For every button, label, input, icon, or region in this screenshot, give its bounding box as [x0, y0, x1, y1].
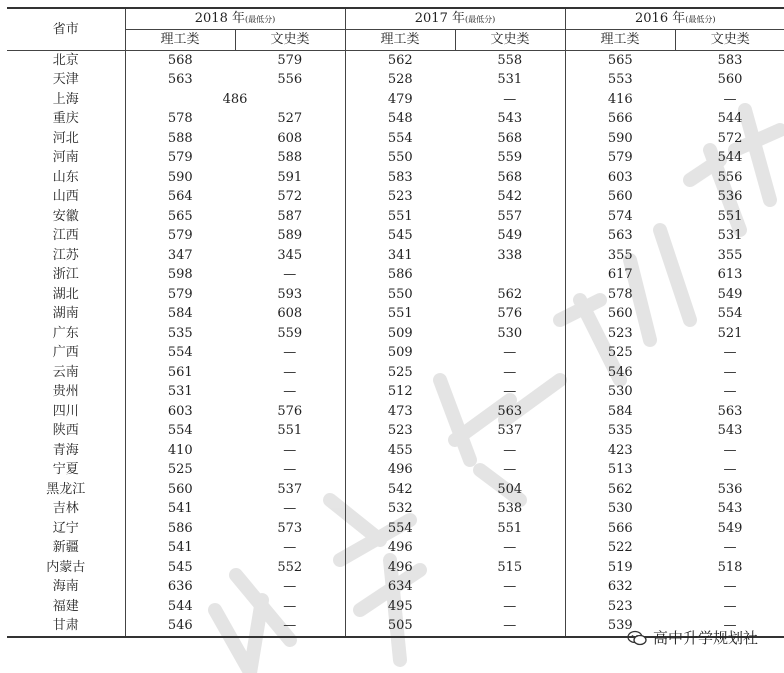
score-cell: 578 — [167, 111, 193, 127]
score-cell: 532 — [387, 501, 413, 517]
table-row — [7, 382, 784, 402]
category-arts-2018: 文史类 — [235, 30, 345, 51]
score-cell: 543 — [455, 109, 565, 129]
score-cell: 559 — [235, 324, 345, 344]
score-cell: 560 — [717, 72, 743, 88]
year-label: 2016 年 — [635, 11, 686, 26]
table-row — [7, 90, 784, 110]
score-cell: 576 — [455, 304, 565, 324]
province-cell: 广东 — [7, 324, 125, 344]
score-cell: 572 — [235, 187, 345, 207]
score-cell: 535 — [167, 325, 193, 341]
table-row — [7, 480, 784, 500]
table-row — [7, 246, 784, 266]
score-cell: 554 — [167, 423, 193, 439]
score-cell: 535 — [607, 423, 633, 439]
score-cell: 593 — [235, 285, 345, 305]
score-cell: 513 — [607, 462, 633, 478]
score-cell: 579 — [167, 150, 193, 166]
score-cell: 586 — [387, 267, 413, 283]
score-cell: 557 — [455, 207, 565, 227]
score-cell: 505 — [345, 616, 455, 637]
score-cell: 613 — [717, 267, 743, 283]
score-cell: 496 — [387, 540, 413, 556]
score-cell: — — [723, 598, 737, 614]
score-cell: 528 — [387, 72, 413, 88]
score-cell: 587 — [235, 207, 345, 227]
table-row — [7, 168, 784, 188]
table-row — [7, 421, 784, 441]
table-row — [7, 538, 784, 558]
score-cell: 522 — [607, 540, 633, 556]
score-cell: — — [723, 91, 737, 107]
score-cell: 512 — [387, 384, 413, 400]
province-header: 省市 — [7, 8, 125, 50]
score-cell: 473 — [387, 403, 413, 419]
score-cell: 584 — [607, 403, 633, 419]
score-cell: 345 — [235, 246, 345, 266]
year-header-2016 — [565, 8, 784, 30]
score-cell: 608 — [235, 304, 345, 324]
province-cell: 宁夏 — [7, 460, 125, 480]
score-cell: 579 — [235, 50, 345, 70]
table-row — [7, 460, 784, 480]
brand-footer — [627, 627, 758, 648]
score-cell: — — [235, 382, 345, 402]
score-cell: — — [235, 538, 345, 558]
score-cell: 632 — [607, 579, 633, 595]
score-cell: — — [235, 597, 345, 617]
table-row — [7, 129, 784, 149]
score-cell: 568 — [167, 52, 193, 68]
score-cell: 530 — [455, 324, 565, 344]
score-cell: 486 — [125, 90, 345, 110]
score-cell: 576 — [235, 402, 345, 422]
score-cell: 561 — [167, 364, 193, 380]
score-cell: 586 — [167, 520, 193, 536]
score-cell: — — [455, 363, 565, 383]
score-cell: — — [723, 384, 737, 400]
score-cell: 583 — [717, 52, 743, 68]
year-header-2018 — [125, 8, 345, 30]
score-cell: 636 — [167, 579, 193, 595]
score-cell: 565 — [607, 52, 633, 68]
province-cell: 黑龙江 — [7, 480, 125, 500]
score-cell: 355 — [607, 247, 633, 263]
score-cell: 530 — [607, 384, 633, 400]
table-row — [7, 343, 784, 363]
score-cell: 568 — [455, 168, 565, 188]
province-cell: 吉林 — [7, 499, 125, 519]
score-cell: 550 — [387, 286, 413, 302]
score-cell: 545 — [387, 228, 413, 244]
score-cell: 551 — [387, 208, 413, 224]
province-cell: 福建 — [7, 597, 125, 617]
score-cell: 525 — [167, 462, 193, 478]
table-row — [7, 148, 784, 168]
score-cell: — — [723, 462, 737, 478]
score-cell: 548 — [387, 111, 413, 127]
province-cell: 浙江 — [7, 265, 125, 285]
score-cell: 347 — [167, 247, 193, 263]
score-cell: 544 — [717, 111, 743, 127]
score-cell: 553 — [607, 72, 633, 88]
score-cell: 504 — [455, 480, 565, 500]
score-cell: — — [235, 441, 345, 461]
score-cell: 542 — [387, 481, 413, 497]
score-cell: 562 — [607, 481, 633, 497]
province-cell: 河南 — [7, 148, 125, 168]
table-row — [7, 577, 784, 597]
province-cell: 甘肃 — [7, 616, 125, 637]
score-cell: 556 — [235, 70, 345, 90]
score-cell: — — [723, 579, 737, 595]
score-cell: 564 — [167, 189, 193, 205]
table-row — [7, 70, 784, 90]
wechat-icon — [627, 630, 647, 646]
score-cell: 579 — [167, 228, 193, 244]
min-score-note: (最低分) — [685, 15, 716, 24]
score-cell: 563 — [717, 403, 743, 419]
province-cell: 江苏 — [7, 246, 125, 266]
score-cell: 560 — [607, 306, 633, 322]
score-cell: 523 — [387, 423, 413, 439]
score-cell: — — [455, 382, 565, 402]
score-cell: 574 — [607, 208, 633, 224]
score-cell: 603 — [607, 169, 633, 185]
score-cell: 543 — [717, 501, 743, 517]
score-cell: 551 — [455, 519, 565, 539]
score-cell: 588 — [235, 148, 345, 168]
table-row — [7, 304, 784, 324]
score-cell: 537 — [235, 480, 345, 500]
score-cell: 523 — [607, 598, 633, 614]
score-cell: 578 — [607, 286, 633, 302]
score-cell: 559 — [455, 148, 565, 168]
province-cell: 云南 — [7, 363, 125, 383]
brand-name: 高中升学规划社 — [652, 629, 758, 647]
score-cell: — — [455, 577, 565, 597]
score-cell: 591 — [235, 168, 345, 188]
score-cell: — — [235, 499, 345, 519]
score-cell: 589 — [235, 226, 345, 246]
score-cell: 603 — [167, 403, 193, 419]
province-cell: 上海 — [7, 90, 125, 110]
province-cell: 广西 — [7, 343, 125, 363]
score-cell: 566 — [607, 111, 633, 127]
year-header-row — [7, 8, 784, 30]
score-cell: — — [455, 538, 565, 558]
province-cell: 辽宁 — [7, 519, 125, 539]
table-row — [7, 109, 784, 129]
score-cell: — — [723, 540, 737, 556]
score-cell: 525 — [607, 345, 633, 361]
score-cell: — — [723, 345, 737, 361]
score-cell: 410 — [167, 442, 193, 458]
score-cell: 543 — [717, 423, 743, 439]
score-cell: 541 — [167, 540, 193, 556]
score-cell: 479 — [387, 91, 413, 107]
score-cell: — — [235, 265, 345, 285]
score-cell: — — [675, 616, 784, 637]
table-row — [7, 597, 784, 617]
score-cell: 549 — [455, 226, 565, 246]
score-cell: 551 — [387, 306, 413, 322]
table-row — [7, 226, 784, 246]
score-cell: 542 — [455, 187, 565, 207]
province-cell: 青海 — [7, 441, 125, 461]
score-cell: 496 — [387, 559, 413, 575]
score-cell: 530 — [607, 501, 633, 517]
province-cell: 海南 — [7, 577, 125, 597]
table-row — [7, 499, 784, 519]
score-cell: 558 — [455, 50, 565, 70]
score-cell: 536 — [717, 189, 743, 205]
province-cell: 内蒙古 — [7, 558, 125, 578]
score-cell: 563 — [167, 72, 193, 88]
min-score-note: (最低分) — [244, 15, 276, 24]
year-header-2017 — [345, 8, 565, 30]
score-cell: — — [723, 442, 737, 458]
admission-score-table — [7, 7, 784, 638]
score-cell: 546 — [607, 364, 633, 380]
score-cell: 562 — [455, 285, 565, 305]
score-cell: 536 — [717, 481, 743, 497]
table-row — [7, 50, 784, 70]
table-row — [7, 402, 784, 422]
province-cell: 河北 — [7, 129, 125, 149]
score-cell: 579 — [167, 286, 193, 302]
province-cell: 天津 — [7, 70, 125, 90]
score-cell: 496 — [387, 462, 413, 478]
score-cell: 554 — [387, 130, 413, 146]
score-cell: — — [235, 616, 345, 637]
score-cell: 560 — [167, 481, 193, 497]
score-cell: — — [455, 90, 565, 110]
score-cell: 525 — [387, 364, 413, 380]
table-body — [7, 50, 784, 637]
category-arts-2016: 文史类 — [675, 30, 784, 51]
score-cell: 544 — [717, 150, 743, 166]
score-cell: 565 — [167, 208, 193, 224]
score-cell: 537 — [455, 421, 565, 441]
score-cell: — — [723, 364, 737, 380]
table-row — [7, 187, 784, 207]
score-cell: 608 — [235, 129, 345, 149]
score-cell: 552 — [235, 558, 345, 578]
score-cell: — — [455, 343, 565, 363]
score-cell: 568 — [455, 129, 565, 149]
score-cell: — — [235, 577, 345, 597]
year-label: 2018 年 — [194, 11, 245, 26]
score-cell: 573 — [235, 519, 345, 539]
score-cell: 509 — [387, 345, 413, 361]
score-cell: 338 — [455, 246, 565, 266]
province-cell: 湖南 — [7, 304, 125, 324]
table-row — [7, 558, 784, 578]
score-cell: 579 — [607, 150, 633, 166]
table-row — [7, 285, 784, 305]
score-cell: 588 — [167, 130, 193, 146]
province-cell: 江西 — [7, 226, 125, 246]
score-cell: 527 — [235, 109, 345, 129]
score-cell: — — [455, 460, 565, 480]
score-cell: — — [235, 363, 345, 383]
score-cell: 423 — [607, 442, 633, 458]
score-cell: 549 — [717, 520, 743, 536]
score-cell: 583 — [387, 169, 413, 185]
score-cell: 562 — [387, 52, 413, 68]
score-cell: 531 — [455, 70, 565, 90]
score-cell: 495 — [387, 598, 413, 614]
score-cell: — — [455, 441, 565, 461]
score-cell: 509 — [387, 325, 413, 341]
score-cell: 554 — [167, 345, 193, 361]
score-cell: 544 — [167, 598, 193, 614]
score-cell — [455, 265, 565, 285]
score-cell: 416 — [607, 91, 633, 107]
score-cell: 519 — [607, 559, 633, 575]
score-cell: 538 — [455, 499, 565, 519]
province-cell: 贵州 — [7, 382, 125, 402]
province-cell: 四川 — [7, 402, 125, 422]
score-cell: 566 — [607, 520, 633, 536]
score-cell: 554 — [717, 306, 743, 322]
score-cell: 598 — [167, 267, 193, 283]
score-cell: 515 — [455, 558, 565, 578]
score-cell: — — [235, 460, 345, 480]
province-cell: 山西 — [7, 187, 125, 207]
province-cell: 安徽 — [7, 207, 125, 227]
score-cell: 455 — [387, 442, 413, 458]
score-cell: 539 — [565, 616, 675, 637]
score-cell: 634 — [387, 579, 413, 595]
score-cell: — — [235, 343, 345, 363]
score-cell: 531 — [167, 384, 193, 400]
score-cell: 563 — [455, 402, 565, 422]
table-row — [7, 519, 784, 539]
year-label: 2017 年 — [414, 11, 465, 26]
score-cell: 531 — [717, 228, 743, 244]
table-row — [7, 265, 784, 285]
score-cell: 518 — [717, 559, 743, 575]
table-row — [7, 207, 784, 227]
score-cell: 556 — [717, 169, 743, 185]
score-cell: 549 — [717, 286, 743, 302]
score-cell: 551 — [235, 421, 345, 441]
min-score-note: (最低分) — [464, 15, 496, 24]
province-cell: 山东 — [7, 168, 125, 188]
score-cell: 523 — [387, 189, 413, 205]
table-row — [7, 324, 784, 344]
score-cell: 563 — [607, 228, 633, 244]
score-cell: 572 — [717, 130, 743, 146]
score-cell: 355 — [717, 247, 743, 263]
score-cell: — — [455, 616, 565, 637]
score-cell: 551 — [717, 208, 743, 224]
score-cell: 521 — [717, 325, 743, 341]
category-arts-2017: 文史类 — [455, 30, 565, 51]
category-science-2017: 理工类 — [345, 30, 455, 51]
score-cell: 554 — [387, 520, 413, 536]
score-cell: 584 — [167, 306, 193, 322]
score-cell: 546 — [125, 616, 235, 637]
score-cell: 550 — [387, 150, 413, 166]
score-cell: — — [455, 597, 565, 617]
province-cell: 北京 — [7, 50, 125, 70]
category-science-2018: 理工类 — [125, 30, 235, 51]
score-cell: 560 — [607, 189, 633, 205]
province-cell: 湖北 — [7, 285, 125, 305]
category-science-2016: 理工类 — [565, 30, 675, 51]
province-cell: 新疆 — [7, 538, 125, 558]
province-cell: 重庆 — [7, 109, 125, 129]
score-cell: 617 — [607, 267, 633, 283]
score-cell: 341 — [387, 247, 413, 263]
province-cell: 陕西 — [7, 421, 125, 441]
score-cell: 523 — [607, 325, 633, 341]
score-cell: 590 — [607, 130, 633, 146]
score-cell: 541 — [167, 501, 193, 517]
score-cell: 545 — [167, 559, 193, 575]
table-row — [7, 441, 784, 461]
table-row — [7, 363, 784, 383]
score-cell: 590 — [167, 169, 193, 185]
